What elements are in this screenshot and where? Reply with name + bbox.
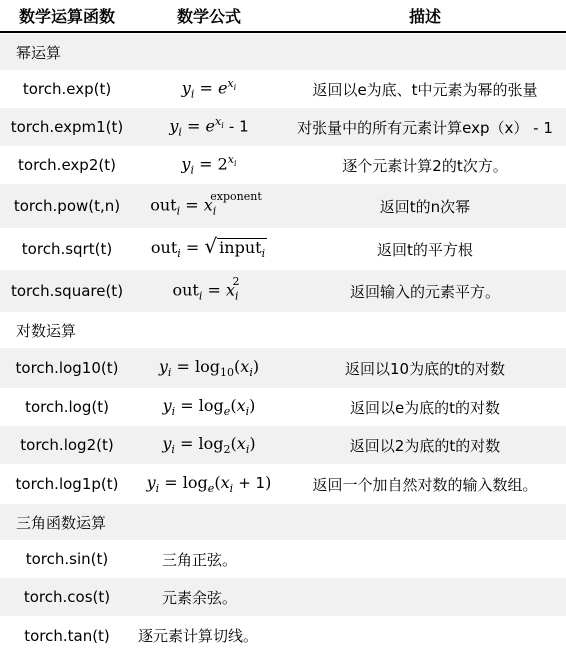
table-row xyxy=(0,388,566,426)
description: 逐个元素计算2的t次方。 xyxy=(342,156,508,175)
function-name: torch.tan(t) xyxy=(24,626,110,645)
function-name: torch.log10(t) xyxy=(15,359,119,377)
function-name: torch.sqrt(t) xyxy=(21,240,113,258)
table-row xyxy=(0,426,566,464)
formula: $out_i = x_i^2$ xyxy=(172,275,240,303)
description: 返回以e为底、t中元素为幂的张量 xyxy=(312,80,538,99)
section-title: 幂运算 xyxy=(16,43,62,62)
description: 元素余弦。 xyxy=(162,588,238,607)
description: 逐元素计算切线。 xyxy=(138,627,259,645)
table-row xyxy=(0,108,566,146)
section-title: 对数运算 xyxy=(16,321,77,340)
table-row xyxy=(0,146,566,184)
function-name: torch.log(t) xyxy=(25,398,109,416)
function-name: torch.pow(t,n) xyxy=(13,197,121,215)
table-row xyxy=(0,70,566,108)
function-name: torch.cos(t) xyxy=(23,588,111,606)
table-row xyxy=(0,228,566,270)
description: 返回t的n次幂 xyxy=(379,197,471,216)
description: 返回t的平方根 xyxy=(377,240,473,259)
description: 返回以2为底的t的对数 xyxy=(349,436,501,455)
function-name: torch.exp2(t) xyxy=(18,156,116,174)
formula: $y_i = \log_e(x_i + 1)$ xyxy=(146,472,272,496)
section-power xyxy=(0,34,566,70)
table-header-row xyxy=(0,0,566,30)
formula: $y_i = 2^{x_i}$ xyxy=(181,153,237,177)
header-formula: 数学公式 xyxy=(176,6,241,26)
sqrt-symbol: √ xyxy=(204,234,218,259)
table-row xyxy=(0,270,566,312)
table-row xyxy=(0,348,566,388)
function-name: torch.exp(t) xyxy=(22,80,112,98)
formula: $out_i = x_i^{exponent}$ xyxy=(150,190,262,218)
formula: out$_i$ = √ input$_i$ xyxy=(134,228,284,270)
formula: $y_i = \log_2(x_i)$ xyxy=(162,433,256,457)
section-log xyxy=(0,312,566,348)
table-row xyxy=(0,616,566,655)
description: 返回以e为底的t的对数 xyxy=(349,398,501,417)
description: 对张量中的所有元素计算exp（x） - 1 xyxy=(297,118,553,137)
function-name: torch.square(t) xyxy=(10,282,124,300)
description: 三角正弦。 xyxy=(162,550,238,569)
formula: $y_i = \log_{10}(x_i)$ xyxy=(158,356,260,380)
section-title: 三角函数运算 xyxy=(16,513,107,532)
table-row xyxy=(0,578,566,616)
header-function: 数学运算函数 xyxy=(18,6,115,26)
function-name: torch.expm1(t) xyxy=(10,118,124,136)
header-rule xyxy=(0,31,566,33)
formula: $y_i = e^{x_i} - 1$ xyxy=(169,115,249,139)
description: 返回输入的元素平方。 xyxy=(349,282,500,301)
table-row xyxy=(0,464,566,504)
table-row xyxy=(0,184,566,228)
section-trig xyxy=(0,504,566,540)
function-name: torch.log1p(t) xyxy=(15,475,119,493)
formula: $y_i = \log_e(x_i)$ xyxy=(162,395,256,419)
function-name: torch.sin(t) xyxy=(25,550,109,568)
table-row xyxy=(0,540,566,578)
function-name: torch.log2(t) xyxy=(20,436,114,454)
formula: $y_i = e^{x_i}$ xyxy=(181,77,237,101)
header-description: 描述 xyxy=(408,6,441,26)
description: 返回一个加自然对数的输入数组。 xyxy=(312,475,538,494)
description: 返回以10为底的t的对数 xyxy=(345,359,505,378)
